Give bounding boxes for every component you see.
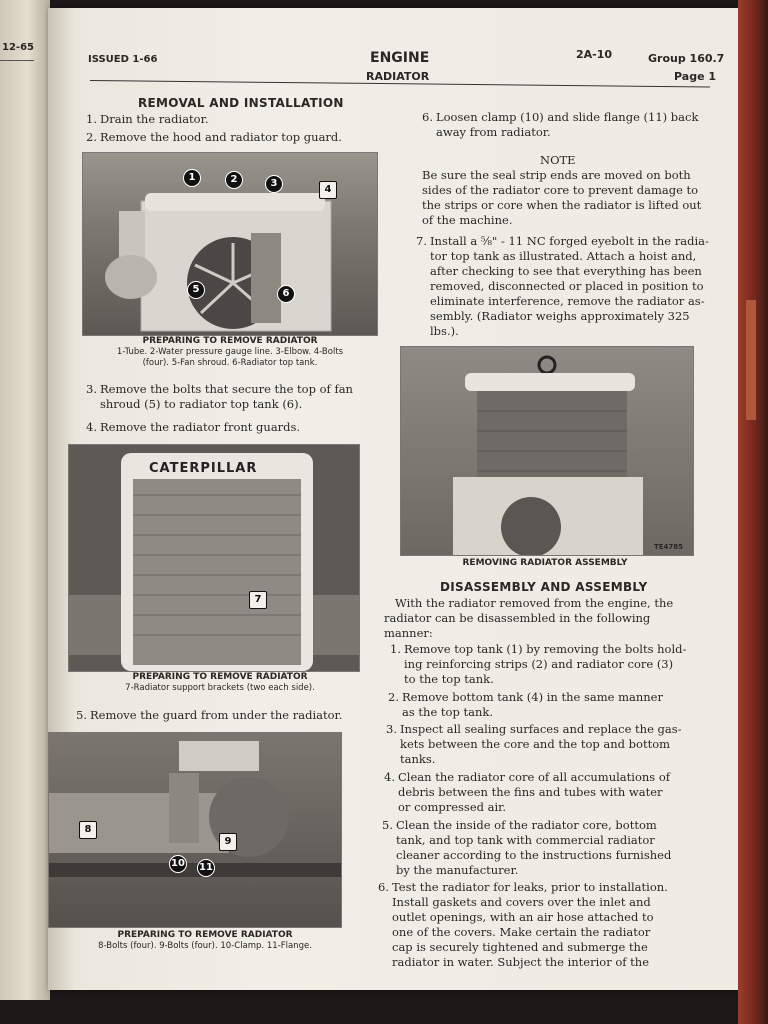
step-2: 2. Remove the hood and radiator top guard. [86, 130, 342, 144]
binder-edge [738, 0, 768, 1024]
callout-3: 3 [265, 175, 283, 193]
callout-4: 4 [319, 181, 337, 199]
step-6: 6. Loosen clamp (10) and slide flange (11) back away from radiator. [422, 110, 699, 139]
callout-8: 8 [79, 821, 97, 839]
step-1: 1. Drain the radiator. [86, 112, 209, 126]
disassembly-heading: DISASSEMBLY AND ASSEMBLY [440, 580, 648, 594]
callout-2: 2 [225, 171, 243, 189]
callout-1: 1 [183, 169, 201, 187]
figure2-caption: PREPARING TO REMOVE RADIATOR 7-Radiator support brackets (two each side). [125, 672, 315, 693]
note-title: NOTE [540, 153, 576, 167]
figure-radiator-hoisted [400, 346, 694, 556]
item-3: 3. Inspect all sealing surfaces and replace the gas- kets between the core and the top and bottom tanks. [386, 722, 682, 766]
item-2: 2. Remove bottom tank (4) in the same manner as the top tank. [388, 690, 663, 719]
callout-5: 5 [187, 281, 205, 299]
subsection-title: RADIATOR [366, 70, 430, 83]
group-number: Group 160.7 [648, 52, 725, 65]
note-text: Be sure the seal strip ends are moved on both sides of the radiator core to prevent damage to the strips or core when the radiator is lifted out of the machine. [422, 168, 702, 227]
item-6: 6. Test the radiator for leaks, prior to installation. Install gaskets and covers over the inlet and outlet openings, with an air hose attached to one of the covers. Make certain the radiator cap is securely tightened and submerge the radiator in water. Subject the interior of the [378, 880, 668, 969]
step-4: 4. Remove the radiator front guards. [86, 420, 301, 434]
removal-heading: REMOVAL AND INSTALLATION [138, 96, 344, 110]
callout-7: 7 [249, 591, 267, 609]
figure-radiator-front [68, 444, 360, 672]
previous-page-rule [0, 60, 34, 61]
figure3-caption: PREPARING TO REMOVE RADIATOR 8-Bolts (four). 9-Bolts (four). 10-Clamp. 11-Flange. [98, 930, 312, 951]
figure4-caption: REMOVING RADIATOR ASSEMBLY [462, 558, 628, 568]
page-code: 2A-10 [576, 48, 613, 61]
callout-10: 10 [169, 855, 187, 873]
binder-tab [746, 300, 756, 420]
radiator-hoisted-illustration [401, 347, 693, 555]
item-4: 4. Clean the radiator core of all accumulations of debris between the fins and tubes with water or compressed air. [384, 770, 671, 814]
callout-6: 6 [277, 285, 295, 303]
radiator-front-illustration [69, 445, 359, 671]
figure4-code: TE4785 [653, 543, 683, 551]
caterpillar-logo: CATERPILLAR [149, 461, 258, 476]
figure-radiator-under [48, 732, 342, 928]
step-3: 3. Remove the bolts that secure the top of fan shroud (5) to radiator top tank (6). [86, 382, 353, 411]
page-number: Page 1 [674, 70, 717, 83]
previous-page-edge [0, 0, 50, 1000]
figure-radiator-top [82, 152, 378, 336]
previous-page-number: 12-65 [2, 42, 34, 53]
step-5: 5. Remove the guard from under the radiator. [76, 708, 343, 722]
step-7: 7. Install a ⅝" - 11 NC forged eyebolt in the radia- tor top tank as illustrated. Attach a hoist and, after checking to see that everything has been removed, disconnected or placed in position to eliminate interference, remove the radiator as- sembly. (Radiator weighs approximately 325 lbs.). [416, 234, 709, 338]
issued-date: ISSUED 1-66 [88, 54, 158, 65]
callout-9: 9 [219, 833, 237, 851]
section-title: ENGINE [370, 50, 430, 66]
item-1: 1. Remove top tank (1) by removing the bolts hold- ing reinforcing strips (2) and radiator core (3) to the top tank. [390, 642, 687, 686]
item-5: 5. Clean the inside of the radiator core, bottom tank, and top tank with commercial radiator cleaner according to the instructions furnished by the manufacturer. [382, 818, 672, 877]
disassembly-intro: With the radiator removed from the engine, the radiator can be disassembled in the following manner: [384, 596, 674, 640]
callout-11: 11 [197, 859, 215, 877]
figure1-caption: PREPARING TO REMOVE RADIATOR 1-Tube. 2-Water pressure gauge line. 3-Elbow. 4-Bolts (four). 5-Fan shroud. 6-Radiator top tank. [116, 336, 344, 368]
